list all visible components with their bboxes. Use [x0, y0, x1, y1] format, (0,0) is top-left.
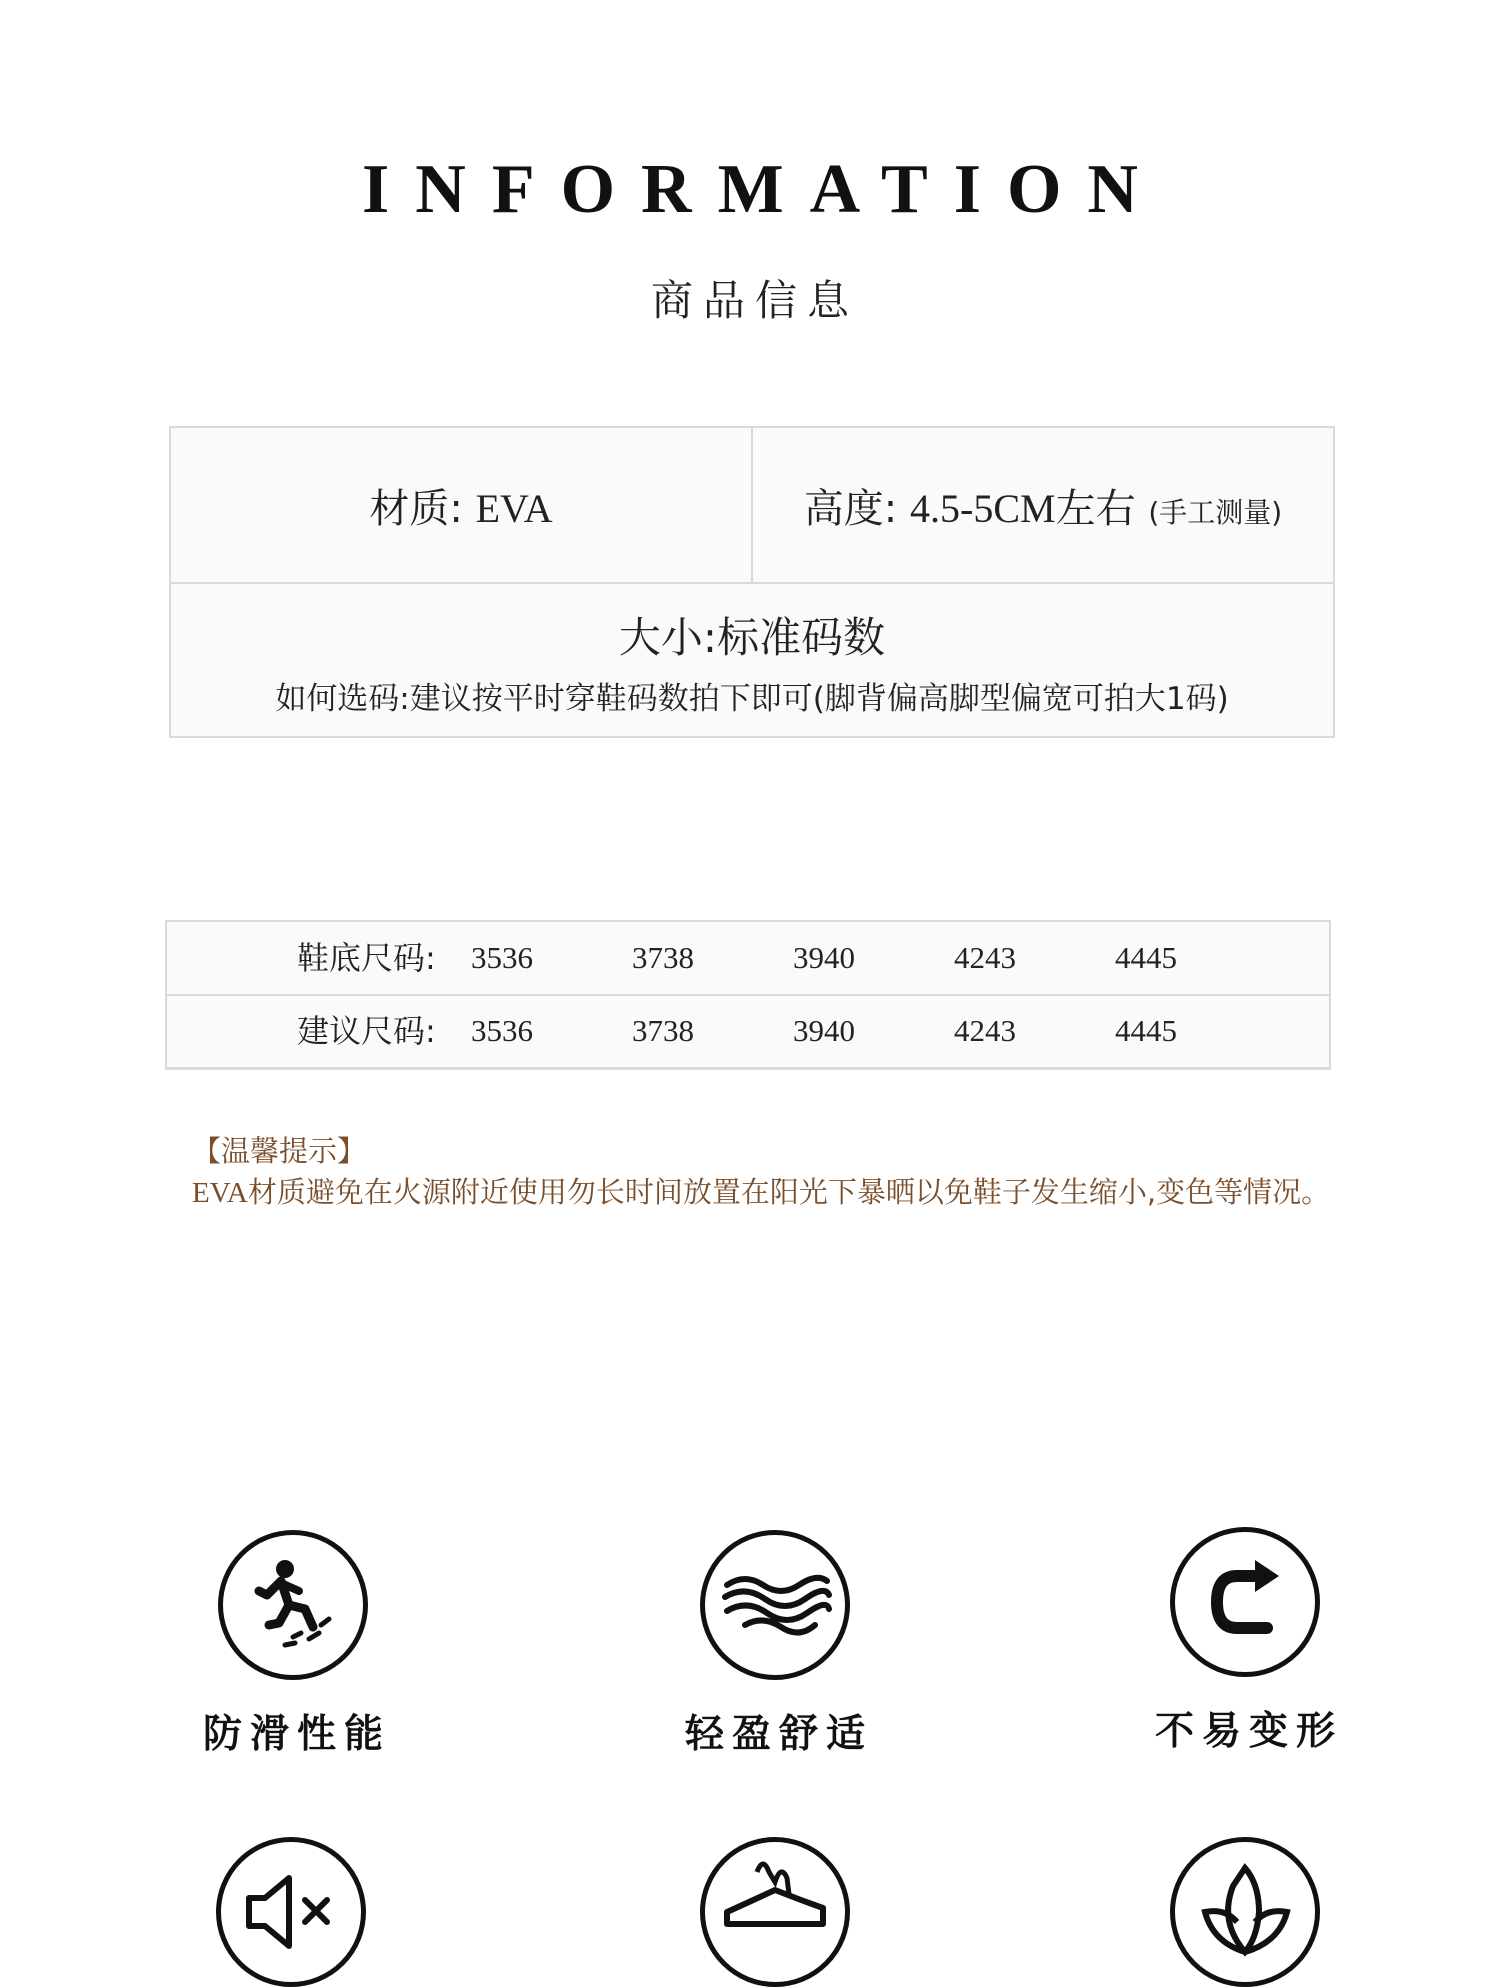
spec-table: [169, 426, 1335, 738]
table-row: [167, 922, 1329, 996]
size-value: 3738: [632, 940, 694, 975]
size-value: 3536: [471, 1013, 533, 1048]
feature-silent: [161, 1837, 421, 1987]
size-tip: 如何选码:建议按平时穿鞋码数拍下即可(脚背偏高脚型偏宽可拍大1码): [275, 681, 1229, 717]
size-value: 4243: [954, 940, 1016, 975]
height-cell: [753, 428, 1333, 582]
size-value: 3738: [632, 1013, 694, 1048]
feature-shoe: [645, 1837, 905, 1987]
feature-label: 不易变形: [1154, 1709, 1343, 1754]
size-value: 4445: [1115, 1013, 1177, 1048]
slip-icon: [218, 1530, 368, 1680]
row-label-sole-size: 鞋底尺码:: [297, 939, 436, 977]
size-value: 4243: [954, 1013, 1016, 1048]
notice-body-text: 材质避免在火源附近使用勿长时间放置在阳光下暴晒以免鞋子发生缩小,变色等情况。: [247, 1175, 1331, 1209]
feature-anti-slip: [163, 1530, 423, 1760]
title-chinese: 商品信息: [650, 276, 859, 325]
feature-lightweight: [645, 1530, 905, 1760]
size-value: 3536: [471, 940, 533, 975]
notice-body: [192, 1172, 1330, 1213]
feature-label: 防滑性能: [202, 1712, 391, 1757]
feature-label: 轻盈舒适: [684, 1712, 873, 1757]
table-row: [167, 995, 1329, 1067]
size-value: 3940: [793, 940, 855, 975]
rebound-arrow-icon: [1170, 1527, 1320, 1677]
size-title: 大小:标准码数: [618, 613, 886, 662]
title-english: INFORMATION: [362, 151, 1164, 228]
row-label-suggested-size: 建议尺码:: [297, 1012, 436, 1050]
size-value: 4445: [1115, 940, 1177, 975]
material-value: EVA: [475, 485, 553, 531]
material-cell: [171, 428, 753, 582]
spec-row-top: [171, 428, 1333, 584]
notice-title: 【温馨提示】: [192, 1134, 367, 1168]
size-value: 3940: [793, 1013, 855, 1048]
waves-icon: [700, 1530, 850, 1680]
silent-speaker-icon: [216, 1837, 366, 1987]
height-label: 高度:: [803, 485, 898, 532]
feature-shape-retention: [1115, 1527, 1375, 1757]
size-row: [171, 584, 1333, 736]
height-note: (手工测量): [1148, 495, 1283, 529]
leaf-icon: [1170, 1837, 1320, 1987]
size-chart-table: [165, 920, 1331, 1070]
shoe-icon: [700, 1837, 850, 1987]
notice-body-latin: EVA: [192, 1177, 248, 1209]
material-label: 材质:: [369, 485, 463, 532]
height-value: 4.5-5CM左右: [910, 485, 1136, 531]
feature-eco: [1115, 1837, 1375, 1987]
